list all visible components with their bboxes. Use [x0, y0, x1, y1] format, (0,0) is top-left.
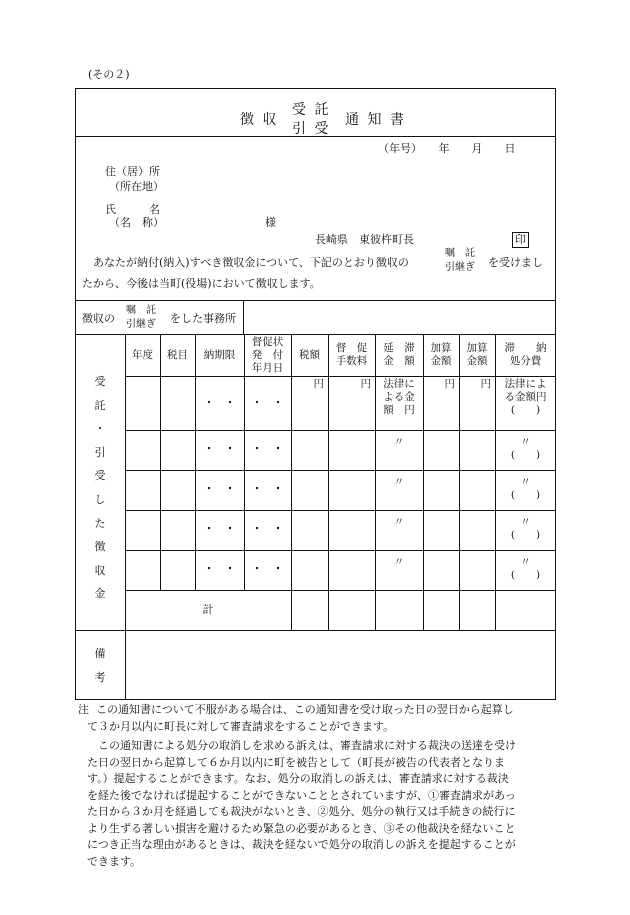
remarks-divider: [125, 630, 126, 700]
address-sub-label: （所在地）: [109, 180, 164, 193]
shobun-ditto: 〃 ( ): [510, 556, 541, 581]
table-row-line: [125, 430, 556, 431]
note-label: 注: [78, 703, 89, 716]
header-nokigen: 納期限: [203, 349, 236, 361]
body-text-part1: あなたが納付(納入)すべき徴収金について、下記のとおり徴収の: [93, 256, 409, 269]
office-bottom-line: [75, 334, 556, 335]
table-header-line: [125, 376, 556, 377]
header-shobun: 滞 納 処分費: [504, 342, 547, 367]
office-option-hikitsugi: 引継ぎ: [126, 319, 156, 330]
nokigen-dots: ・ ・: [203, 483, 236, 495]
tokusoku-date-dots: ・ ・: [251, 483, 284, 495]
tokusoku-date-dots: ・ ・: [251, 443, 284, 455]
entai-ditto: 〃: [393, 476, 405, 488]
table-row-line: [125, 550, 556, 551]
note-p2-line1: この通知書による処分の取消しを求める訴えは、審査請求に対する裁決の送達を受け: [98, 739, 516, 752]
shobun-ditto: 〃 ( ): [510, 516, 541, 541]
remarks-label: 備 考: [94, 647, 106, 684]
name-sub-label: （名 称）: [109, 216, 164, 229]
table-bottom-line: [75, 630, 556, 631]
yen-unit: 円: [313, 378, 324, 390]
header-tesuryo: 督 促 手数料: [335, 342, 368, 367]
note-p2-line7: につき正当な理由があるときは、裁決を経ないで処分の取消しの訴えを提起することが: [87, 838, 516, 851]
nokigen-dots: ・ ・: [203, 397, 236, 409]
header-kasan-1: 加算 金額: [430, 342, 452, 367]
honorific: 様: [265, 216, 276, 229]
office-row-divider: [243, 300, 244, 334]
note-p1-line2: て３か月以内に町長に対して審査請求をすることができます。: [87, 719, 395, 733]
body-option-shokutaku: 嘱 託: [445, 248, 475, 259]
side-label-collected-money: 受 託 ・ 引 受 し た 徴 収 金: [94, 375, 106, 601]
seal-mark: 印: [512, 232, 529, 248]
note-p2-line2: た日の翌日から起算して６か月以内に町を被告として（町長が被告の代表者となりま: [87, 755, 505, 769]
table-row-line: [125, 510, 556, 511]
tokusoku-date-dots: ・ ・: [251, 563, 284, 575]
date-line: （年号） 年 月 日: [378, 142, 516, 155]
address-label: 住（居）所: [105, 165, 160, 178]
nokigen-dots: ・ ・: [203, 523, 236, 535]
title-prefix: 徴 収: [240, 112, 279, 128]
note-p2-line3: す。）提起することができます。なお、処分の取消しの訴えは、審査請求に対する裁決: [87, 772, 509, 785]
issuer: 長崎県 東彼杵町長: [315, 233, 414, 246]
header-zeigaku: 税額: [299, 349, 320, 361]
nokigen-dots: ・ ・: [203, 443, 236, 455]
header-kasan-2: 加算 金額: [466, 342, 488, 367]
header-zeimoku: 税目: [167, 349, 188, 361]
title-suffix: 通 知 書: [345, 112, 406, 128]
entai-note: 法律に よる金 額 円: [383, 378, 415, 416]
note-p2-line6: より生ずる著しい損害を避けるため緊急の必要があるとき、③その他裁決を経ないこと: [87, 821, 516, 835]
shobun-note: 法律によ る金額円 ( ): [504, 378, 547, 416]
part-label: (その２): [88, 68, 130, 81]
shobun-ditto: 〃 ( ): [510, 476, 541, 501]
title-option-jutaku: 受 託: [292, 102, 331, 118]
header-entai: 延 滞 金 額: [383, 342, 415, 367]
title-divider: [75, 136, 556, 137]
table-row-line: [125, 590, 556, 591]
yen-unit: 円: [480, 378, 491, 390]
entai-ditto: 〃: [393, 556, 405, 568]
name-label: 氏 名: [105, 203, 160, 216]
yen-unit: 円: [360, 378, 371, 390]
body-text-line2: たから、今後は当町(役場)において徴収します。: [82, 277, 321, 290]
body-option-hikitsugi: 引継ぎ: [445, 262, 475, 273]
tokusoku-date-dots: ・ ・: [251, 397, 284, 409]
office-option-shokutaku: 嘱 託: [126, 305, 156, 316]
tokusoku-date-dots: ・ ・: [251, 523, 284, 535]
table-col-line: [195, 334, 196, 590]
header-nendo: 年度: [132, 349, 153, 361]
office-prefix: 徴収の: [82, 312, 115, 325]
entai-ditto: 〃: [393, 516, 405, 528]
note-p2-line5: た日から３か月を経過しても裁決がないとき、②処分、処分の執行又は手続きの続行に: [87, 805, 516, 818]
title-option-hikiuke: 引 受: [292, 121, 331, 137]
note-p2-line8: できます。: [87, 854, 142, 868]
shobun-ditto: 〃 ( ): [510, 436, 541, 461]
table-col-line: [125, 334, 126, 630]
yen-unit: 円: [444, 378, 455, 390]
entai-ditto: 〃: [393, 436, 405, 448]
total-label: 計: [202, 603, 214, 616]
note-p2-line4: を経た後でなければ提起することができないこととされていますが、①審査請求があっ: [87, 788, 516, 802]
note-p1-line1: この通知書について不服がある場合は、この通知書を受け取った日の翌日から起算し: [96, 703, 514, 716]
header-tokusoku: 督促状 発 付 年月日: [251, 336, 284, 374]
body-divider: [75, 300, 556, 301]
office-suffix: をした事務所: [170, 312, 236, 325]
table-row-line: [125, 470, 556, 471]
body-text-part2: を受けまし: [488, 256, 543, 269]
nokigen-dots: ・ ・: [203, 563, 236, 575]
table-col-line: [160, 334, 161, 590]
